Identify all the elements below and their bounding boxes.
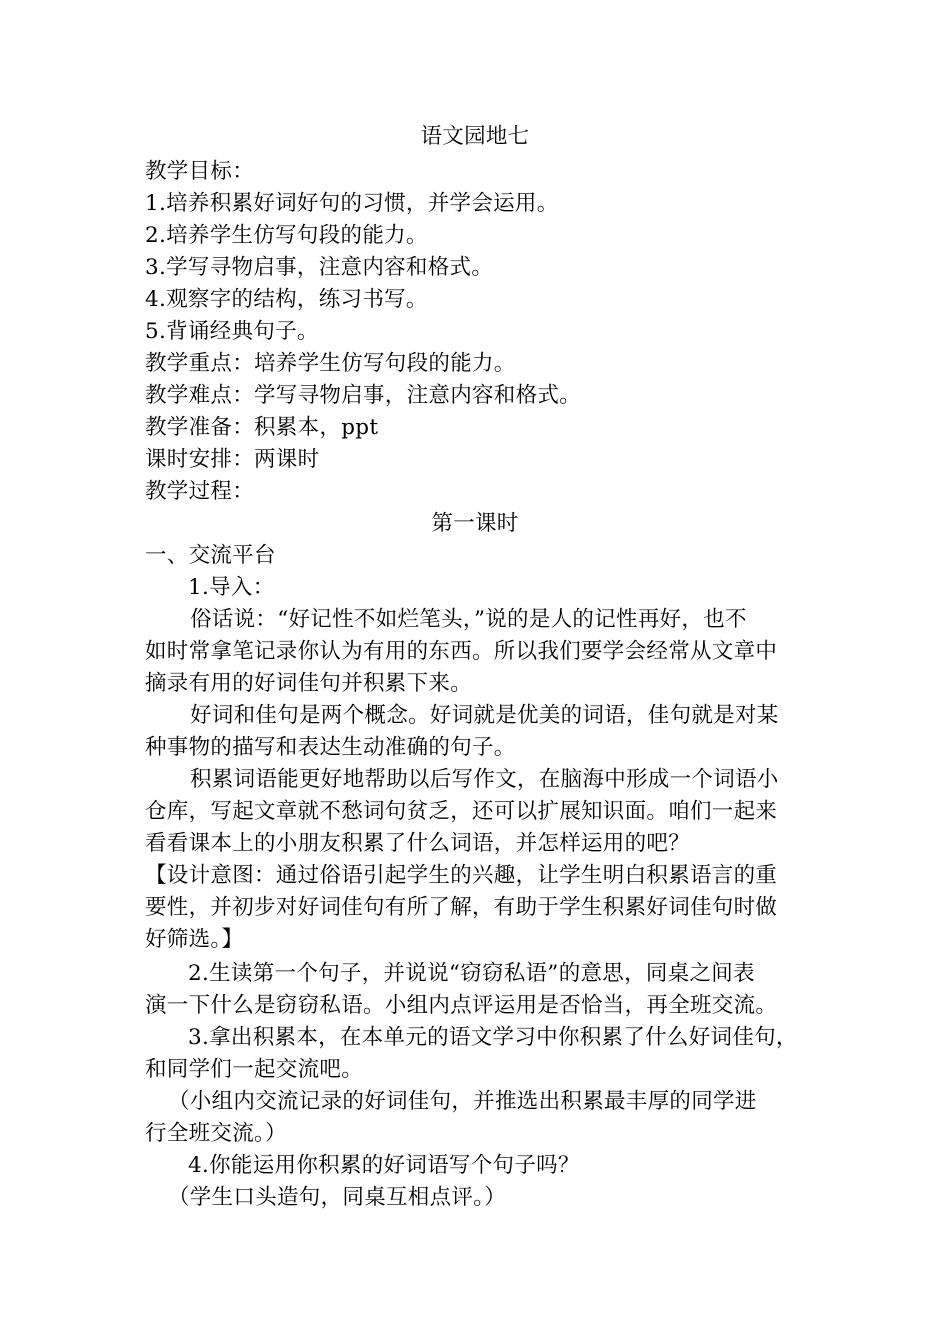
process-heading: 教学过程： (145, 479, 255, 504)
paragraph-line: 积累词语能更好地帮助以后写作文，在脑海中形成一个词语小 (190, 767, 779, 792)
objective-item: 3.学写寻物启事，注意内容和格式。 (145, 255, 494, 280)
paragraph-line: 好词和佳句是两个概念。好词就是优美的词语，佳句就是对某 (190, 703, 779, 728)
section-heading: 一、交流平台 (145, 543, 276, 568)
paragraph-line: 如时常拿笔记录你认为有用的东西。所以我们要学会经常从文章中 (145, 639, 778, 664)
design-note-line: 好筛选。】 (145, 927, 244, 952)
step-line: 4.你能运用你积累的好词语写个句子吗？ (188, 1153, 580, 1178)
objective-item: 2.培养学生仿写句段的能力。 (145, 223, 428, 248)
objective-item: 4.观察字的结构，练习书写。 (145, 287, 428, 312)
step-line: 3.拿出积累本，在本单元的语文学习中你积累了什么好词佳句， (188, 1025, 798, 1050)
objectives-heading: 教学目标： (145, 159, 255, 184)
lesson-heading: 第一课时 (431, 511, 519, 536)
preparation: 教学准备：积累本，ppt (145, 415, 379, 440)
paragraph-line: 摘录有用的好词佳句并积累下来。 (145, 671, 473, 696)
design-note-line: 要性，并初步对好词佳句有所了解，有助于学生积累好词佳句时做 (145, 895, 778, 920)
difficulty: 教学难点：学写寻物启事，注意内容和格式。 (145, 383, 582, 408)
step-note-line: 行全班交流。） (145, 1121, 287, 1146)
paragraph-line: 看看课本上的小朋友积累了什么词语，并怎样运用的吧？ (145, 831, 691, 856)
design-note-line: 【设计意图：通过俗语引起学生的兴趣，让学生明白积累语言的重 (145, 863, 778, 888)
step-heading: 1.导入： (188, 575, 275, 600)
paragraph-line: 仓库，写起文章就不愁词句贫乏，还可以扩展知识面。咱们一起来 (145, 799, 778, 824)
step-line: 2.生读第一个句子，并说说“窃窃私语”的意思，同桌之间表 (188, 961, 755, 986)
objective-item: 1.培养积累好词好句的习惯，并学会运用。 (145, 191, 559, 216)
step-note-line: （学生口头造句，同桌互相点评。） (168, 1185, 507, 1210)
schedule: 课时安排：两课时 (145, 447, 320, 472)
step-line: 演一下什么是窃窃私语。小组内点评运用是否恰当，再全班交流。 (145, 993, 778, 1018)
key-point: 教学重点：培养学生仿写句段的能力。 (145, 351, 516, 376)
step-note-line: （小组内交流记录的好词佳句，并推选出积累最丰厚的同学进 (168, 1089, 757, 1114)
step-line: 和同学们一起交流吧。 (145, 1057, 364, 1082)
paragraph-line: 种事物的描写和表达生动准确的句子。 (145, 735, 516, 760)
document-title: 语文园地七 (420, 124, 530, 149)
paragraph-line: 俗话说：“好记性不如烂笔头，”说的是人的记性再好，也不 (190, 607, 747, 632)
objective-item: 5.背诵经典句子。 (145, 319, 319, 344)
